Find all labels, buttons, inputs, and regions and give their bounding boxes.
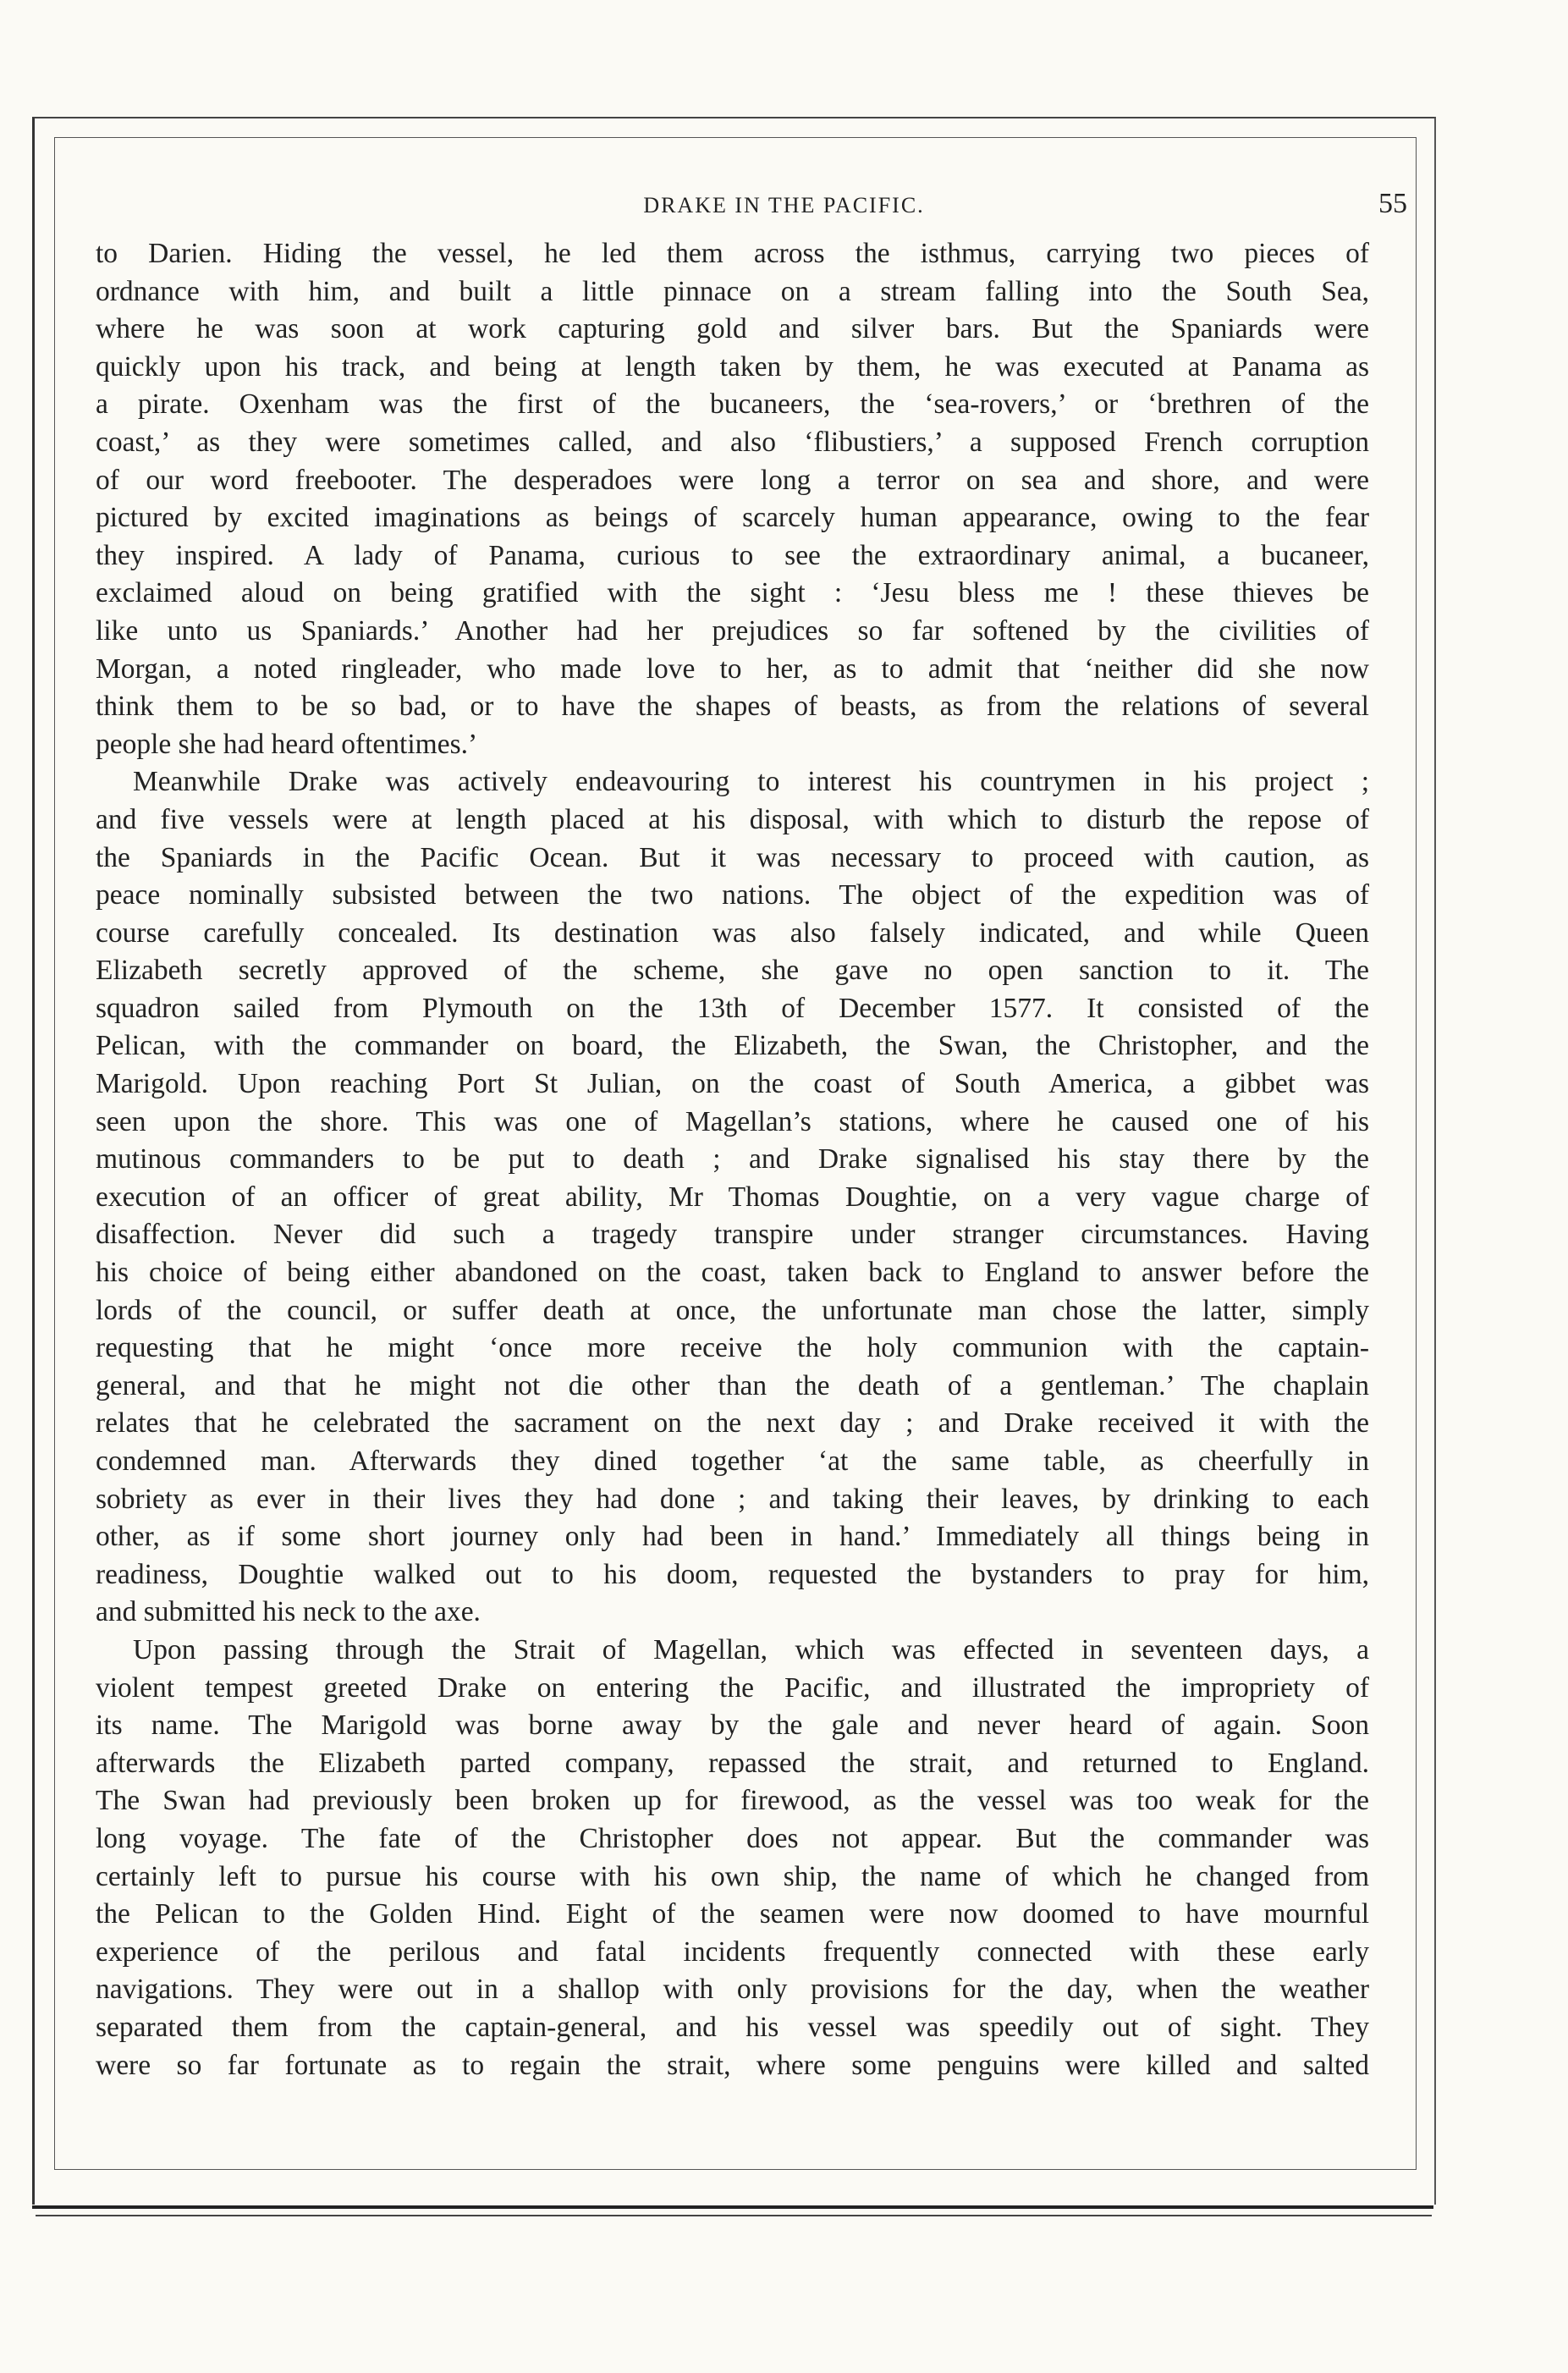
bottom-rule	[32, 2205, 1433, 2209]
text-line: think them to be so bad, or to have the shapes of beasts, as from the relations of several	[96, 691, 1369, 723]
text-line: disaffection. Never did such a tragedy transpire under stranger circumstances. Having	[96, 1219, 1369, 1251]
text-line: Meanwhile Drake was actively endeavouring to interest his countrymen in his project ;	[133, 766, 1369, 798]
text-line: the Spaniards in the Pacific Ocean. But it was necessary to proceed with caution, as	[96, 841, 1369, 873]
text-line: a pirate. Oxenham was the first of the bucaneers, the ‘sea-rovers,’ or ‘brethren of the	[96, 388, 1369, 421]
text-line: separated them from the captain-general, and his vessel was speedily out of sight. They	[96, 2011, 1369, 2043]
running-head	[0, 188, 1568, 222]
text-line: long voyage. The fate of the Christopher does not appear. But the commander was	[96, 1822, 1369, 1854]
text-line: execution of an officer of great ability, Mr Thomas Doughtie, on a very vague charge of	[96, 1181, 1369, 1213]
text-line: Pelican, with the commander on board, the Elizabeth, the Swan, the Christopher, and the	[96, 1030, 1369, 1062]
text-line: ordnance with him, and built a little pinnace on a stream falling into the South Sea,	[96, 275, 1369, 307]
text-line: they inspired. A lady of Panama, curious to see the extraordinary animal, a bucaneer,	[96, 539, 1369, 571]
text-line: peace nominally subsisted between the two nations. The object of the expedition was of	[96, 879, 1369, 911]
text-line: Morgan, a noted ringleader, who made love to her, as to admit that ‘neither did she now	[96, 652, 1369, 685]
text-line: The Swan had previously been broken up for firewood, as the vessel was too weak for the	[96, 1785, 1369, 1817]
text-line: exclaimed aloud on being gratified with the sight : ‘Jesu bless me ! these thieves be	[96, 577, 1369, 609]
text-line: and submitted his neck to the axe.	[96, 1596, 481, 1628]
text-line: his choice of being either abandoned on the coast, taken back to England to answer before the	[96, 1257, 1369, 1289]
text-line: certainly left to pursue his course with his own ship, the name of which he changed from	[96, 1860, 1369, 1892]
text-line: its name. The Marigold was borne away by the gale and never heard of again. Soon	[96, 1710, 1369, 1742]
text-line: were so far fortunate as to regain the strait, where some penguins were killed and salted	[96, 2049, 1369, 2081]
text-line: seen upon the shore. This was one of Magellan’s stations, where he caused one of his	[96, 1105, 1369, 1137]
text-line: pictured by excited imaginations as beings of scarcely human appearance, owing to the fear	[96, 502, 1369, 534]
text-line: squadron sailed from Plymouth on the 13th of December 1577. It consisted of the	[96, 992, 1369, 1024]
text-line: experience of the perilous and fatal incidents frequently connected with these early	[96, 1935, 1369, 1968]
text-line: navigations. They were out in a shallop with only provisions for the day, when the weather	[96, 1974, 1369, 2006]
text-line: requesting that he might ‘once more receive the holy communion with the captain-	[96, 1332, 1369, 1364]
body-text	[96, 235, 1369, 2084]
text-line: Elizabeth secretly approved of the scheme, she gave no open sanction to it. The	[96, 955, 1369, 987]
text-line: general, and that he might not die other than the death of a gentleman.’ The chaplain	[96, 1369, 1369, 1401]
text-line: condemned man. Afterwards they dined together ‘at the same table, as cheerfully in	[96, 1445, 1369, 1477]
page-number: 55	[1378, 188, 1407, 219]
bottom-rule-thin	[36, 2215, 1432, 2216]
text-line: like unto us Spaniards.’ Another had her prejudices so far softened by the civilities of	[96, 614, 1369, 647]
text-line: people she had heard oftentimes.’	[96, 728, 478, 760]
running-title: DRAKE IN THE PACIFIC.	[643, 193, 925, 217]
text-line: course carefully concealed. Its destination was also falsely indicated, and while Queen	[96, 917, 1369, 949]
text-line: lords of the council, or suffer death at once, the unfortunate man chose the latter, simply	[96, 1294, 1369, 1326]
text-line: sobriety as ever in their lives they had done ; and taking their leaves, by drinking to each	[96, 1483, 1369, 1515]
text-line: and five vessels were at length placed at his disposal, with which to disturb the repose of	[96, 803, 1369, 835]
text-line: mutinous commanders to be put to death ; and Drake signalised his stay there by the	[96, 1143, 1369, 1175]
text-line: readiness, Doughtie walked out to his doom, requested the bystanders to pray for him,	[96, 1558, 1369, 1590]
text-line: coast,’ as they were sometimes called, and also ‘flibustiers,’ a supposed French corruption	[96, 426, 1369, 458]
text-line: to Darien. Hiding the vessel, he led them across the isthmus, carrying two pieces of	[96, 238, 1369, 269]
text-line: Upon passing through the Strait of Magellan, which was effected in seventeen days, a	[133, 1633, 1369, 1666]
text-line: quickly upon his track, and being at length taken by them, he was executed at Panama as	[96, 350, 1369, 383]
text-line: other, as if some short journey only had been in hand.’ Immediately all things being in	[96, 1521, 1369, 1553]
text-line: afterwards the Elizabeth parted company, repassed the strait, and returned to England.	[96, 1747, 1369, 1779]
text-line: the Pelican to the Golden Hind. Eight of the seamen were now doomed to have mournful	[96, 1898, 1369, 1930]
text-line: where he was soon at work capturing gold and silver bars. But the Spaniards were	[96, 313, 1369, 345]
text-line: Marigold. Upon reaching Port St Julian, on the coast of South America, a gibbet was	[96, 1068, 1369, 1100]
text-line: relates that he celebrated the sacrament on the next day ; and Drake received it with the	[96, 1407, 1369, 1440]
text-line: of our word freebooter. The desperadoes were long a terror on sea and shore, and were	[96, 464, 1369, 496]
text-line: violent tempest greeted Drake on entering the Pacific, and illustrated the impropriety of	[96, 1671, 1369, 1704]
